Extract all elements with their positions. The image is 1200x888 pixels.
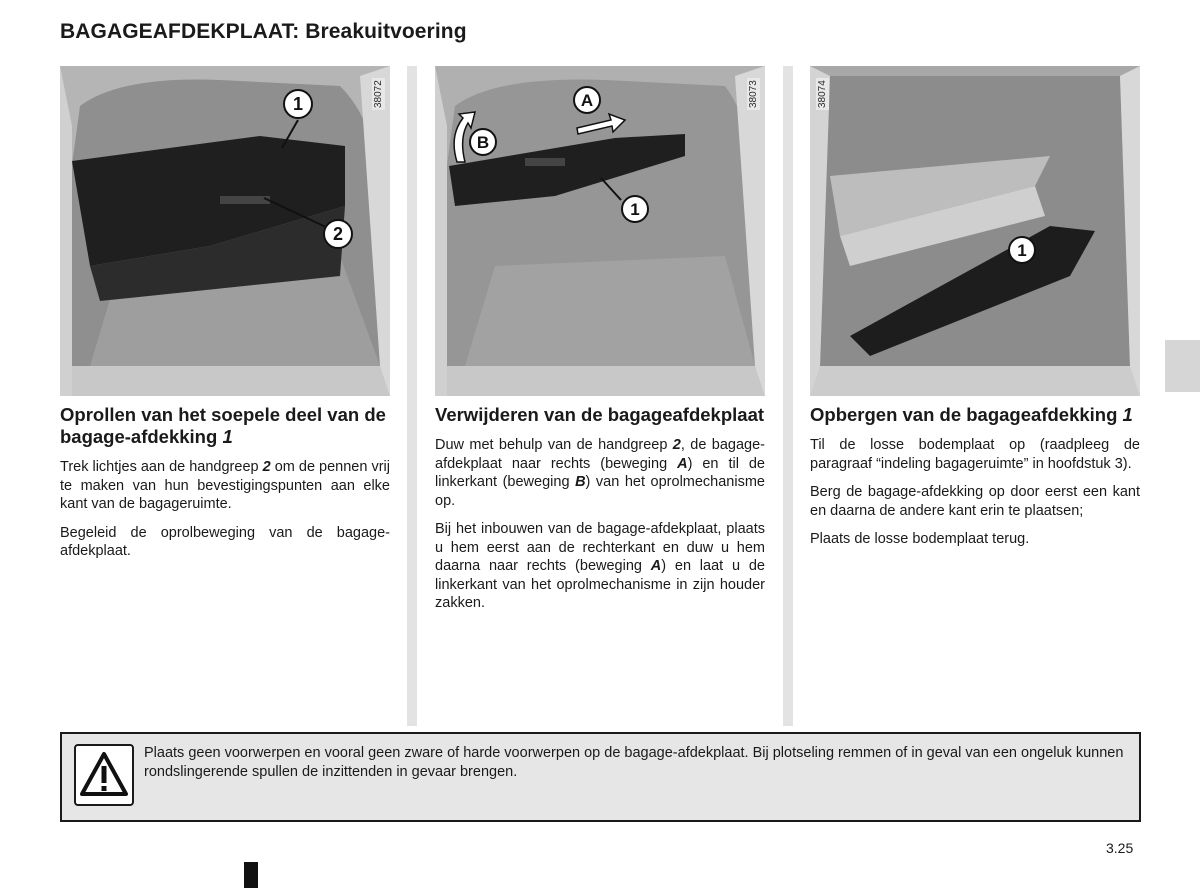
chapter-thumb-tab xyxy=(1165,340,1200,392)
paragraph-text: Berg de bagage-afdekking op door eerst een kant en daarna de andere kant erin te plaatsen; xyxy=(810,484,1140,519)
reference-mark: A xyxy=(650,558,662,574)
figure-number: 38073 xyxy=(748,80,759,108)
reference-mark: A xyxy=(677,455,688,472)
paragraph xyxy=(60,458,390,514)
page-number: 3.25 xyxy=(1106,840,1134,856)
section-heading: Oprollen van het soepele deel van de bagage-afdekking 1 xyxy=(60,404,386,447)
section-body xyxy=(435,436,765,613)
column-roll-up xyxy=(60,66,390,561)
paragraph xyxy=(60,524,390,561)
callout-b: B xyxy=(476,133,490,152)
figure-remove-cover xyxy=(435,66,765,396)
trunk-illustration xyxy=(435,66,765,396)
paragraph-text: Duw met behulp van de handgreep xyxy=(435,437,673,453)
paragraph-text: Bij het inbouwen van de bagage-afdekplaat, plaats u hem eerst aan de rechterkant en duw u hem daarna naar rechts (beweging xyxy=(435,521,765,574)
callout-a: A xyxy=(580,91,594,110)
paragraph xyxy=(435,520,765,613)
figure-roll-up-cover xyxy=(60,66,390,396)
callout-1: 1 xyxy=(630,200,640,219)
trunk-illustration xyxy=(810,66,1140,396)
figure-number: 38074 xyxy=(817,80,828,108)
section-heading: Verwijderen van de bagageafdekplaat xyxy=(435,404,765,425)
trunk-illustration xyxy=(60,66,390,396)
callout-1: 1 xyxy=(292,94,304,114)
paragraph-text: Til de losse bodemplaat op (raadpleeg de paragraaf “indeling bagageruimte” in hoofdstuk 3). xyxy=(810,437,1140,472)
column-remove xyxy=(435,66,765,613)
paragraph-text: ) en til de linkerkant (beweging xyxy=(435,455,765,490)
reference-mark: 2 xyxy=(262,459,271,475)
crop-mark xyxy=(244,862,258,888)
callout-1: 1 xyxy=(1017,241,1027,260)
paragraph xyxy=(810,530,1140,549)
column-divider xyxy=(407,66,417,726)
paragraph-text: Begeleid de oprolbeweging van de bagageafdekplaat. xyxy=(60,524,390,559)
warning-text: Plaats geen voorwerpen en vooral geen zware of harde voorwerpen op de bagage-afdekplaat. Bij plotseling remmen of in geval van een ongeluk kunnen rondslingerende spullen de inzittenden in gevaar brengen. xyxy=(144,745,1124,780)
paragraph xyxy=(810,436,1140,473)
reference-mark: B xyxy=(575,474,586,490)
warning-triangle-icon xyxy=(74,744,134,806)
column-divider xyxy=(783,66,793,726)
reference-mark: 2 xyxy=(672,437,681,453)
page-title: BAGAGEAFDEKPLAAT: Breakuitvoering xyxy=(60,20,467,43)
section-heading: Opbergen van de bagageafdekking 1 xyxy=(810,404,1133,425)
paragraph-text: , de bagage-afdekplaat naar rechts (beweging xyxy=(435,437,765,472)
callout-2: 2 xyxy=(332,224,344,244)
column-store xyxy=(810,66,1140,549)
section-body xyxy=(810,436,1140,549)
figure-number: 38072 xyxy=(373,80,384,108)
section-body xyxy=(60,458,390,561)
figure-store-cover xyxy=(810,66,1140,396)
paragraph-text: ) van het oprolmechanisme op. xyxy=(435,474,765,509)
paragraph xyxy=(435,436,765,510)
paragraph xyxy=(810,483,1140,520)
warning-box xyxy=(60,732,1141,822)
paragraph-text: om de pennen vrij te maken van hun bevestigingspunten aan elke kant van de bagageruimte. xyxy=(60,459,390,512)
paragraph-text: Trek lichtjes aan de handgreep xyxy=(60,459,263,475)
paragraph-text: Plaats de losse bodemplaat terug. xyxy=(810,531,1030,547)
paragraph-text: ) en laat u de linkerkant van het oprolmechanisme in zijn houder zakken. xyxy=(435,558,765,611)
